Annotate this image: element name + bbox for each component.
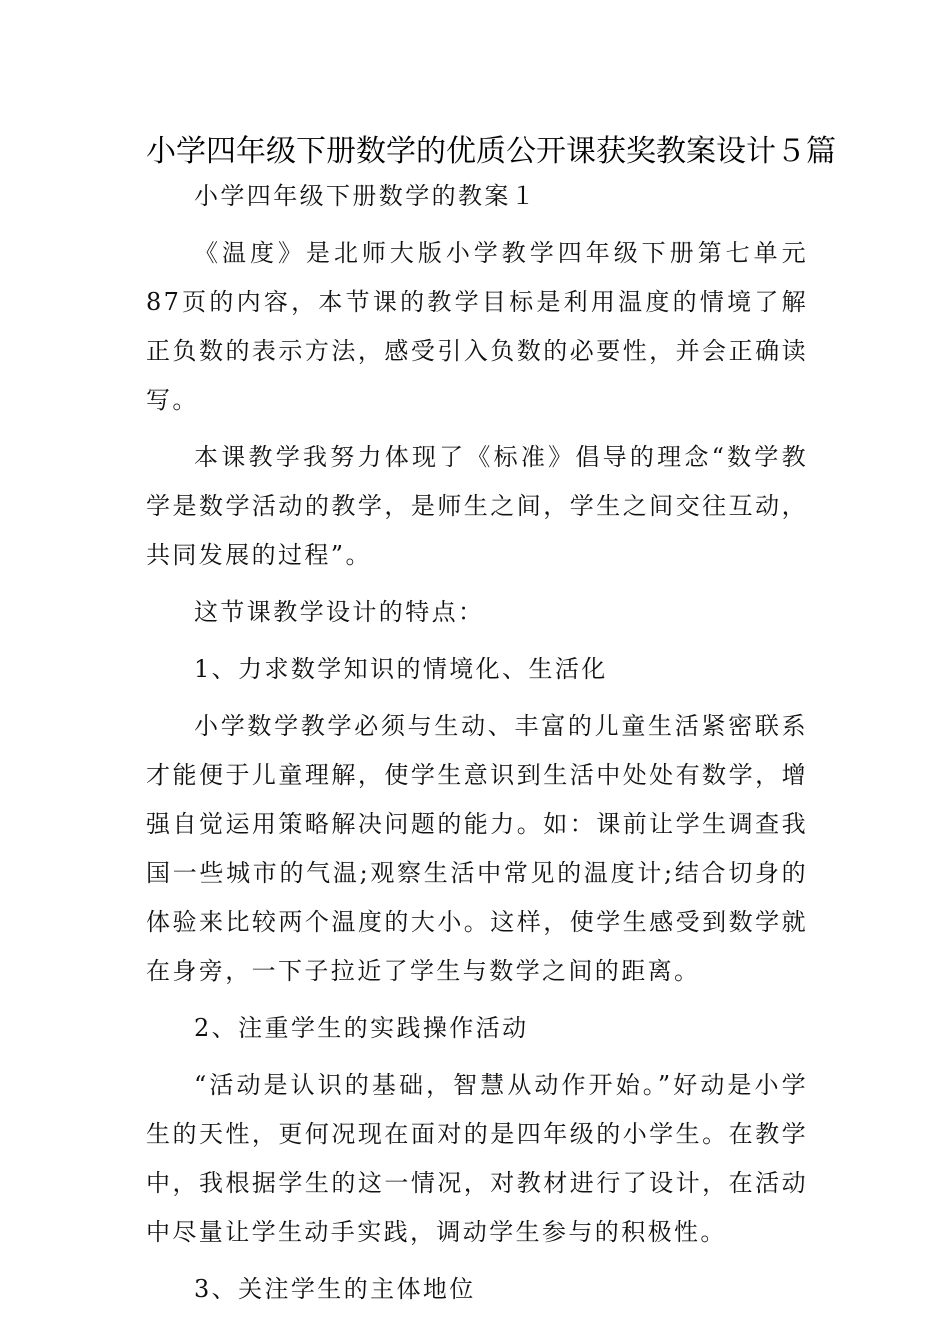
document-body [146, 172, 808, 1314]
document-title: 小学四年级下册数学的优质公开课获奖教案设计５篇 [146, 134, 836, 169]
paragraph-point-3-heading: 3、关注学生的主体地位 [194, 1275, 476, 1303]
paragraph-features-heading: 这节课教学设计的特点： [194, 598, 485, 626]
paragraph-point-1-heading: 1、力求数学知识的情境化、生活化 [194, 655, 608, 683]
paragraph-philosophy: 本课教学我努力体现了《标准》倡导的理念“数学教学是数学活动的教学，是师生之间，学生之间交往互动，共同发展的过程”。 [146, 443, 808, 569]
paragraph-intro: 《温度》是北师大版小学教学四年级下册第七单元87页的内容，本节课的教学目标是利用温度的情境了解正负数的表示方法，感受引入负数的必要性，并会正确读写。 [146, 239, 808, 414]
paragraph-point-1-body: 小学数学教学必须与生动、丰富的儿童生活紧密联系才能便于儿童理解，使学生意识到生活中处处有数学，增强自觉运用策略解决问题的能力。如：课前让学生调查我国一些城市的气温;观察生活中常见的温度计;结合切身的体验来比较两个温度的大小。这样，使学生感受到数学就在身旁，一下子拉近了学生与数学之间的距离。 [146, 712, 808, 985]
paragraph-point-2-heading: 2、注重学生的实践操作活动 [194, 1014, 529, 1042]
paragraph-point-2-body: “活动是认识的基础，智慧从动作开始。”好动是小学生的天性，更何况现在面对的是四年级的小学生。在教学中，我根据学生的这一情况，对教材进行了设计，在活动中尽量让学生动手实践，调动学生参与的积极性。 [146, 1071, 808, 1246]
paragraph-subtitle: 小学四年级下册数学的教案１ [194, 182, 538, 210]
